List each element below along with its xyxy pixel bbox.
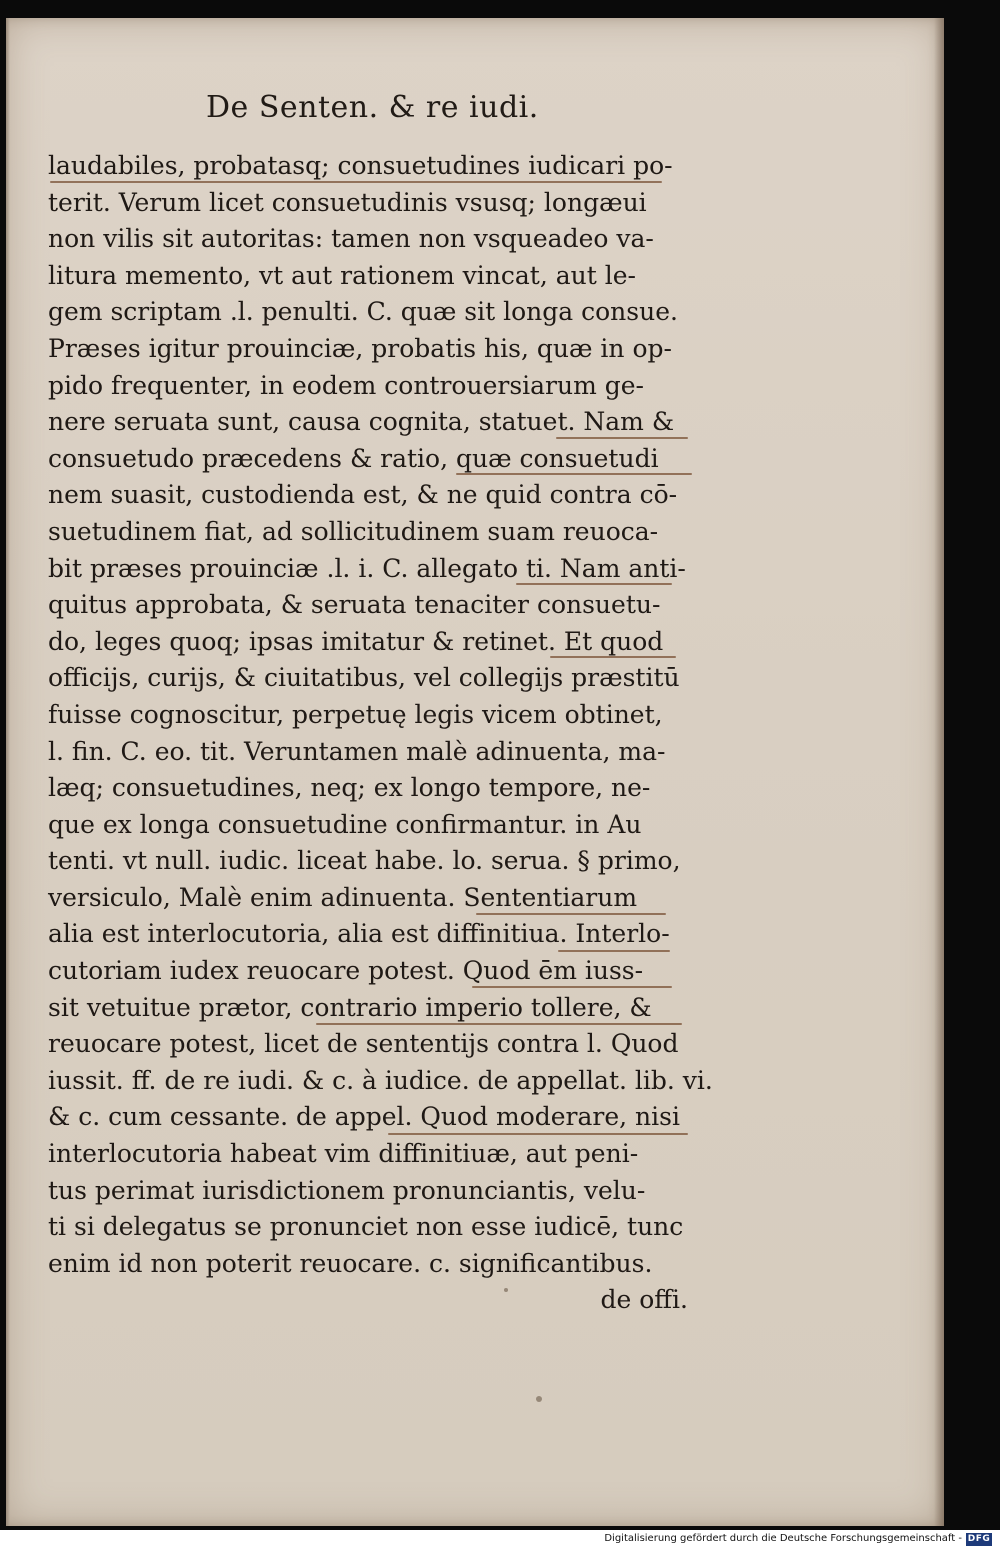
text-line: læq; consuetudines, neq; ex longo tempore, ne-	[48, 773, 651, 803]
text-line: sit vetuitue prætor, contrario imperio tollere, &	[48, 992, 652, 1022]
text-line: & c. cum cessante. de appel. Quod moderare, nisi	[48, 1102, 680, 1132]
text-line: litura memento, vt aut rationem vincat, aut le-	[48, 260, 636, 290]
text-line: fuisse cognoscitur, perpetuę legis vicem obtinet,	[48, 699, 663, 729]
text-line: reuocare potest, licet de sententijs contra l. Quod	[48, 1029, 679, 1059]
handwritten-underline	[550, 656, 676, 658]
text-line: non vilis sit autoritas: tamen non vsqueadeo va-	[48, 224, 654, 254]
handwritten-underline	[316, 1023, 682, 1025]
book-page	[6, 18, 944, 1526]
ink-speck	[504, 1288, 508, 1292]
handwritten-underline	[50, 181, 662, 183]
catchword: de offi.	[600, 1285, 688, 1315]
text-line: consuetudo præcedens & ratio, quæ consuetudi	[48, 443, 659, 473]
text-line: terit. Verum licet consuetudinis vsusq; longæui	[48, 187, 647, 217]
running-head: De Senten. & re iudi.	[206, 90, 539, 125]
dfg-logo: DFG	[967, 1534, 991, 1544]
text-line: do, leges quoq; ipsas imitatur & retinet. Et quod	[48, 626, 664, 656]
handwritten-underline	[456, 473, 692, 475]
text-line: versiculo, Malè enim adinuenta. Sententiarum	[48, 882, 638, 912]
funding-credit: Digitalisierung gefördert durch die Deutsche Forschungsgemeinschaft -	[604, 1533, 962, 1544]
handwritten-underline	[516, 583, 672, 585]
handwritten-underline	[388, 1133, 688, 1135]
text-line: nere seruata sunt, causa cognita, statuet. Nam &	[48, 407, 675, 437]
text-line: cutoriam iudex reuocare potest. Quod ēm iuss-	[48, 956, 644, 986]
binding-shadow	[934, 18, 944, 1526]
text-line: interlocutoria habeat vim diffinitiuæ, aut peni-	[48, 1139, 639, 1169]
text-line: Præses igitur prouinciæ, probatis his, quæ in op-	[48, 333, 672, 363]
text-line: pido frequenter, in eodem controuersiarum ge-	[48, 370, 645, 400]
text-line: ti si delegatus se pronunciet non esse iudicē, tunc	[48, 1212, 684, 1242]
text-line: laudabiles, probatasq; consuetudines iudicari po-	[48, 151, 673, 180]
text-line: l. fin. C. eo. tit. Veruntamen malè adinuenta, ma-	[48, 736, 666, 766]
page-edge	[6, 18, 10, 1526]
text-line: officijs, curijs, & ciuitatibus, vel collegijs præstitū	[48, 663, 680, 693]
text-line: tus perimat iurisdictionem pronunciantis, velu-	[48, 1175, 646, 1205]
text-line: suetudinem fiat, ad sollicitudinem suam reuoca-	[48, 516, 659, 546]
text-line: quitus approbata, & seruata tenaciter consuetu-	[48, 590, 661, 620]
text-line: tenti. vt null. iudic. liceat habe. lo. serua. § primo,	[48, 846, 681, 876]
handwritten-underline	[558, 950, 670, 952]
text-line: que ex longa consuetudine confirmantur. in Au	[48, 809, 642, 839]
handwritten-underline	[472, 986, 672, 988]
text-line: bit præses prouinciæ .l. i. C. allegato ti. Nam anti-	[48, 553, 686, 583]
handwritten-underline	[556, 437, 688, 439]
text-line: nem suasit, custodienda est, & ne quid contra cō-	[48, 480, 678, 510]
text-line: enim id non poterit reuocare. c. significantibus.	[48, 1248, 653, 1278]
text-block	[48, 148, 713, 1319]
text-line: iussit. ff. de re iudi. & c. à iudice. de appellat. lib. vi.	[48, 1065, 713, 1095]
text-line: gem scriptam .l. penulti. C. quæ sit longa consue.	[48, 297, 678, 327]
handwritten-underline	[476, 913, 666, 915]
ink-speck	[536, 1396, 542, 1402]
text-line: alia est interlocutoria, alia est diffinitiua. Interlo-	[48, 919, 670, 949]
